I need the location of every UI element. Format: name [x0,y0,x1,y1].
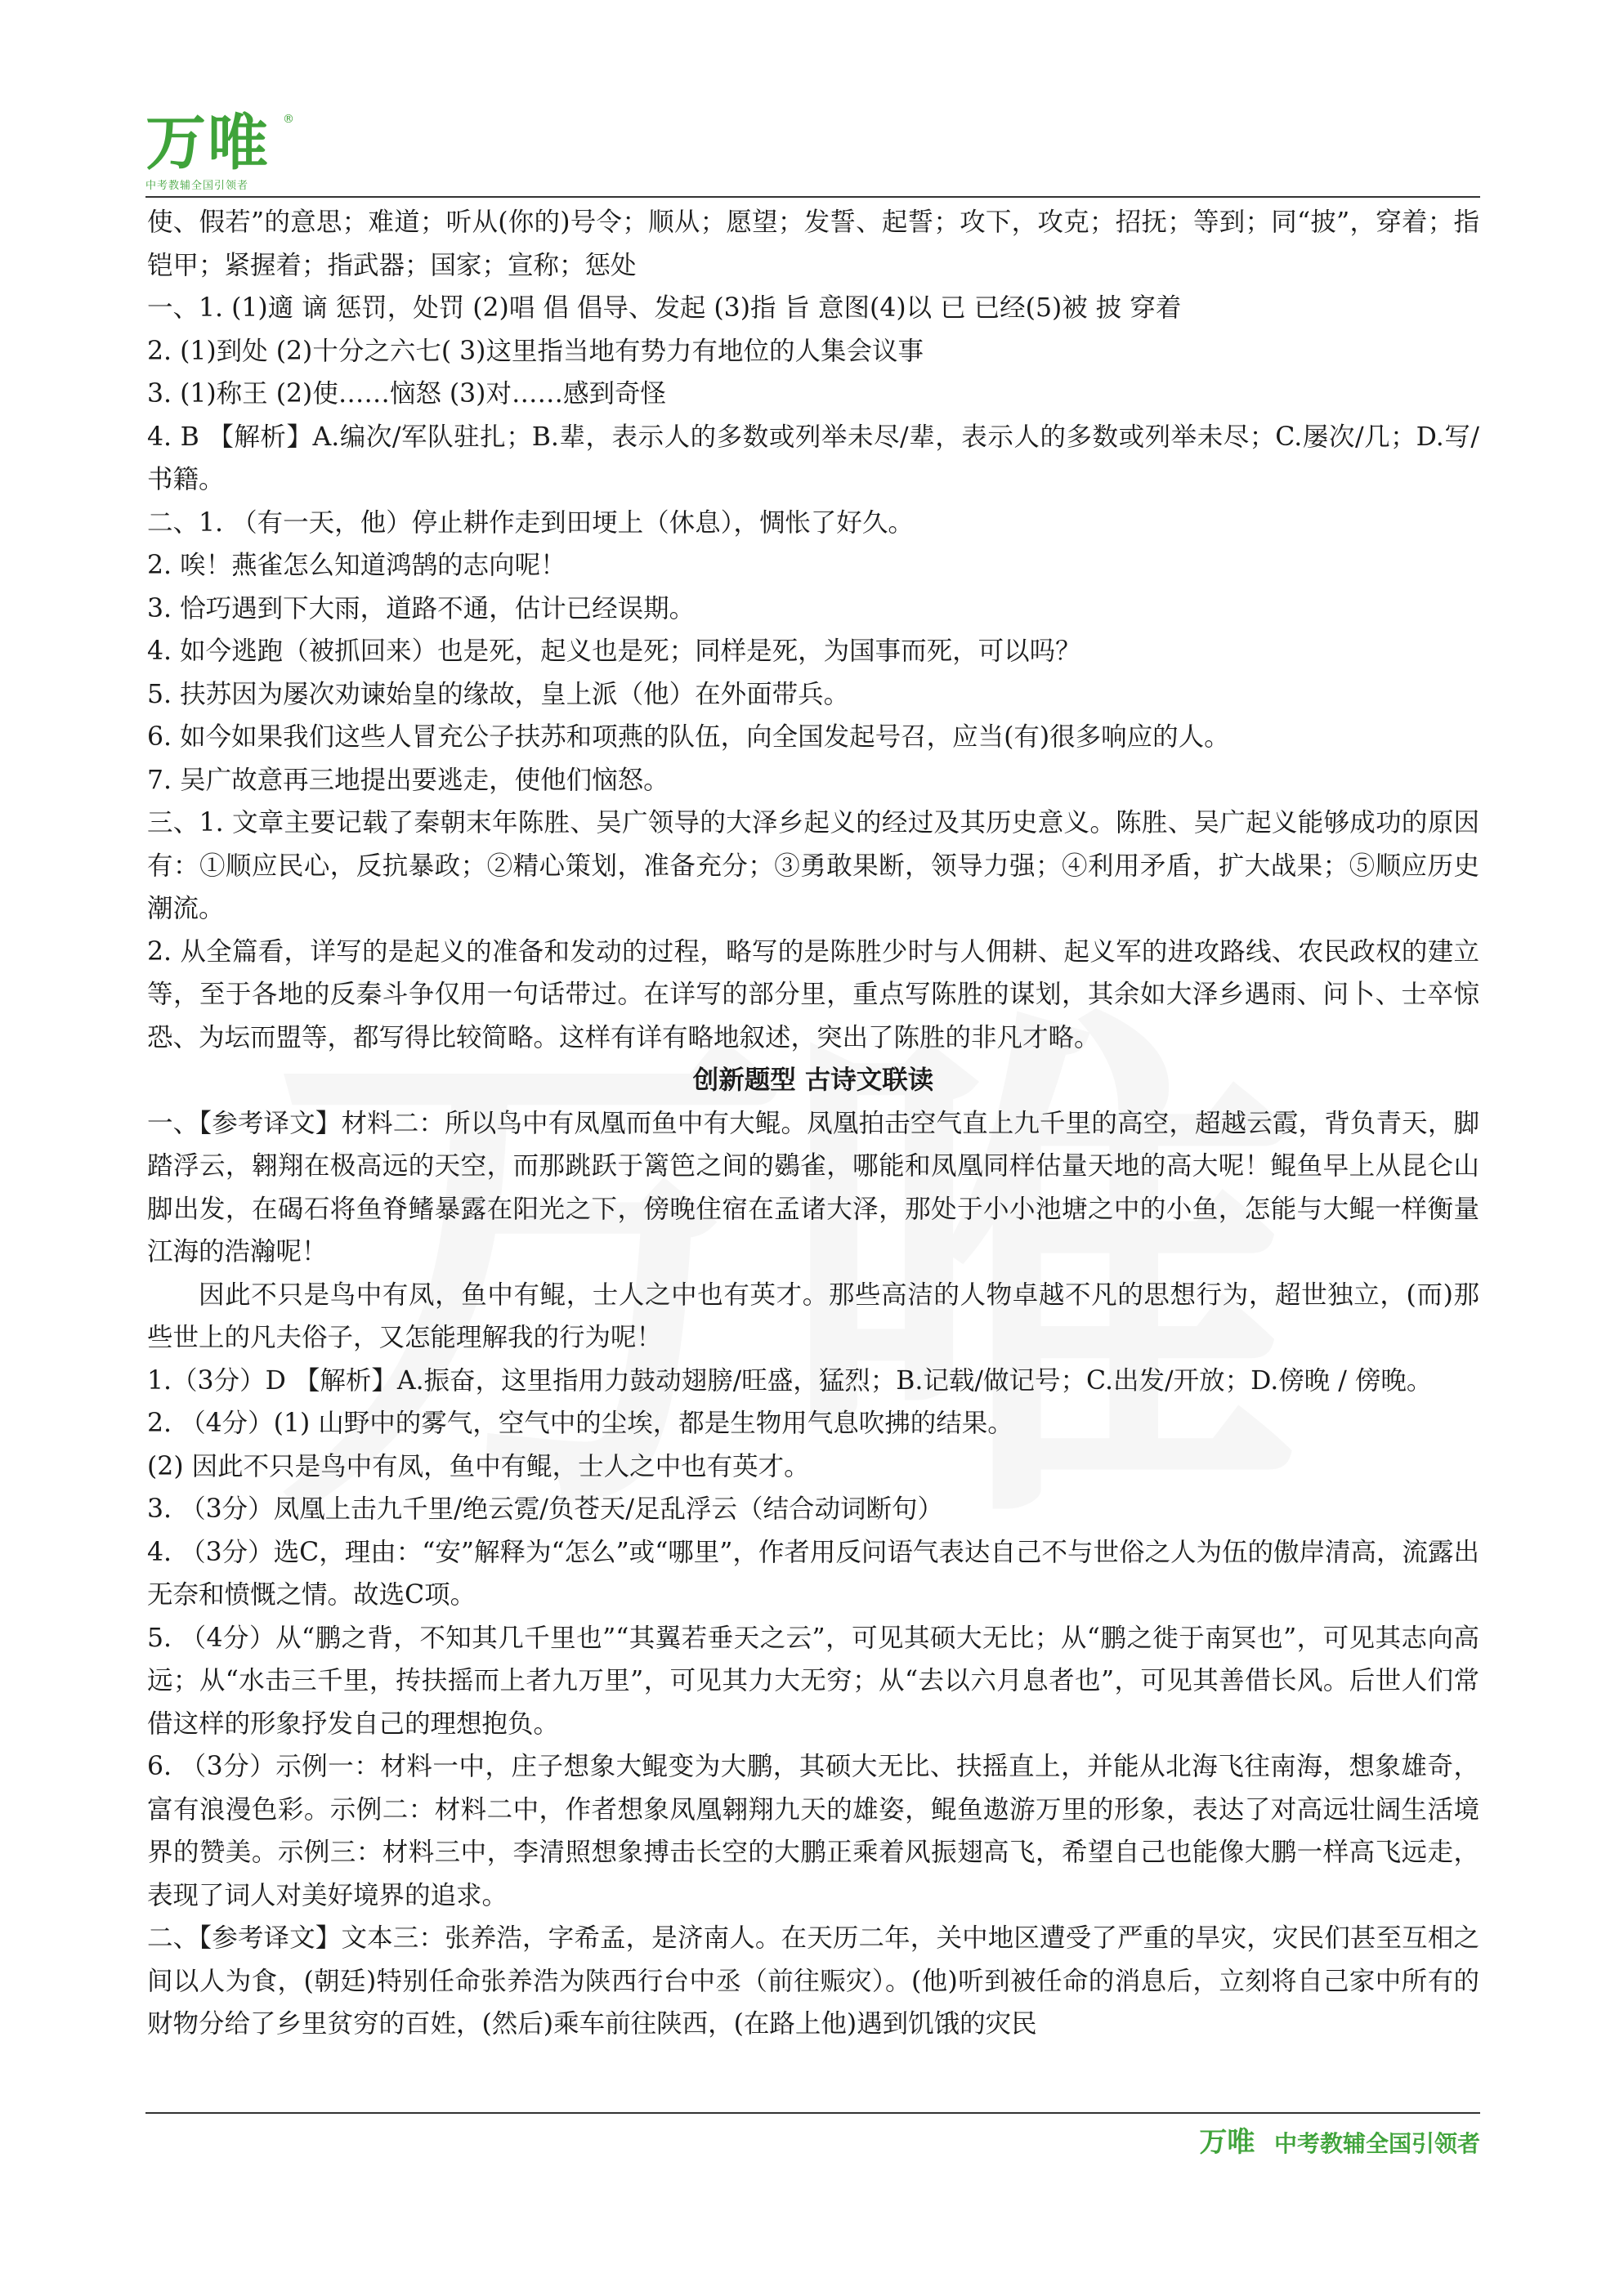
header-divider [145,196,1480,198]
answer-line: 2. 从全篇看，详写的是起义的准备和发动的过程，略写的是陈胜少时与人佣耕、起义军的进攻路线、农民政权的建立等，至于各地的反秦斗争仅用一句话带过。在详写的部分里，重点写陈胜的谋划，其余如大泽乡遇雨、问卜、士卒惊恐、为坛而盟等，都写得比较简略。这样有详有略地叙述，突出了陈胜的非凡才略。 [147,936,1479,1052]
answer-line: 使、假若”的意思；难道；听从(你的)号令；顺从；愿望；发誓、起誓；攻下，攻克；招抚；等到；同“披”，穿着；指铠甲；紧握着；指武器；国家；宣称；惩处 [147,208,1479,280]
answer-line: 3. (1)称王 (2)使……恼怒 (3)对……感到奇怪 [147,379,666,409]
answer-line: 1.（3分）D 【解析】A.振奋，这里指用力鼓动翅膀/旺盛，猛烈；B.记载/做记号；C.出发/开放；D.傍晚 / 傍晚。 [147,1365,1433,1396]
section-heading: 创新题型 古诗文联读 [692,1065,934,1095]
answer-content [147,201,1479,2046]
answer-line: 6. （3分）示例一：材料一中，庄子想象大鲲变为大鹏，其硕大无比、扶摇直上，并能从北海飞往南海，想象雄奇，富有浪漫色彩。示例二：材料二中，作者想象凤凰翱翔九天的雄姿，鲲鱼遨游万里的形象，表达了对高远壮阔生活境界的赞美。示例三：材料三中，李清照想象搏击长空的大鹏正乘着风振翅高飞，希望自己也能像大鹏一样高飞远走，表现了词人对美好境界的追求。 [147,1752,1479,1910]
registered-mark: ® [283,113,294,126]
answer-line: 3. 恰巧遇到下大雨，道路不通，估计已经误期。 [147,593,696,623]
page-footer [1199,2120,1480,2160]
answer-line: 3. （3分）凤凰上击九千里/绝云霓/负苍天/足乱浮云（结合动词断句） [147,1494,943,1524]
answer-line: 4. B 【解析】A.编次/军队驻扎；B.辈，表示人的多数或列举未尽/辈，表示人的多数或列举未尽；C.屡次/几；D.写/书籍。 [147,422,1479,494]
answer-line: 一、【参考译文】材料二：所以鸟中有凤凰而鱼中有大鲲。凤凰拍击空气直上九千里的高空，超越云霞，背负青天，脚踏浮云，翱翔在极高远的天空，而那跳跃于篱笆之间的鷃雀，哪能和凤凰同样估量天地的高大呢！鲲鱼早上从昆仑山脚出发，在碣石将鱼脊鳍暴露在阳光之下，傍晚住宿在孟诸大泽，那处于小小池塘之中的小鱼，怎能与大鲲一样衡量江海的浩瀚呢！ [147,1108,1479,1266]
answer-line: 5. 扶苏因为屡次劝谏始皇的缘故，皇上派（他）在外面带兵。 [147,679,850,709]
answer-line: 三、1. 文章主要记载了秦朝末年陈胜、吴广领导的大泽乡起义的经过及其历史意义。陈胜、吴广起义能够成功的原因有：①顺应民心，反抗暴政；②精心策划，准备充分；③勇敢果断，领导力强；④利用矛盾，扩大战果；⑤顺应历史潮流。 [147,808,1479,923]
brand-logo [145,108,294,192]
footer-divider [145,2112,1480,2114]
answer-line: 2. （4分）(1) 山野中的雾气，空气中的尘埃，都是生物用气息吹拂的结果。 [147,1409,1013,1438]
answer-line: 4. 如今逃跑（被抓回来）也是死，起义也是死；同样是死，为国事而死，可以吗？ [147,637,1081,666]
logo-wordmark: 万唯 [145,108,270,178]
answer-line: 一、1. (1)適 谪 惩罚，处罚 (2)唱 倡 倡导、发起 (3)指 旨 意图(4)以 已 已经(5)被 披 穿着 [147,293,1182,323]
answer-line: 4. （3分）选C，理由：“安”解释为“怎么”或“哪里”，作者用反问语气表达自己不与世俗之人为伍的傲岸清高，流露出无奈和愤慨之情。故选C项。 [147,1537,1479,1610]
answer-line: 二、1. （有一天，他）停止耕作走到田埂上（休息），惆怅了好久。 [147,507,914,538]
answer-line: 2. 唉！燕雀怎么知道鸿鹄的志向呢！ [147,551,566,580]
answer-line: 因此不只是鸟中有凤，鱼中有鲲，士人之中也有英才。那些高洁的人物卓越不凡的思想行为，超世独立，(而)那些世上的凡夫俗子，又怎能理解我的行为呢！ [147,1280,1479,1352]
answer-line: 5. （4分）从“鹏之背，不知其几千里也”“其翼若垂天之云”，可见其硕大无比；从“鹏之徙于南冥也”，可见其志向高远；从“水击三千里，抟扶摇而上者九万里”，可见其力大无穷；从“去以六月息者也”，可见其善借长风。后世人们常借这样的形象抒发自己的理想抱负。 [147,1623,1479,1739]
answer-line: 6. 如今如果我们这些人冒充公子扶苏和项燕的队伍，向全国发起号召，应当(有)很多响应的人。 [147,722,1230,752]
logo-tagline: 中考教辅全国引领者 [145,180,249,192]
answer-line: 7. 吴广故意再三地提出要逃走，使他们恼怒。 [147,765,669,795]
footer-slogan: 中考教辅全国引领者 [1273,2130,1480,2157]
answer-line: 2. (1)到处 (2)十分之六七( 3)这里指当地有势力有地位的人集会议事 [147,336,924,366]
answer-line: 二、【参考译文】文本三：张养浩，字希孟，是济南人。在天历二年，关中地区遭受了严重的旱灾，灾民们甚至互相之间以人为食，(朝廷)特别任命张养浩为陕西行台中丞（前往赈灾）。(他)听到被任命的消息后，立刻将自己家中所有的财物分给了乡里贫穷的百姓，(然后)乘车前往陕西，(在路上他)遇到饥饿的灾民 [147,1923,1479,2039]
footer-brand: 万唯 [1199,2126,1255,2159]
answer-line: (2) 因此不只是鸟中有凤，鱼中有鲲，士人之中也有英才。 [147,1451,810,1481]
